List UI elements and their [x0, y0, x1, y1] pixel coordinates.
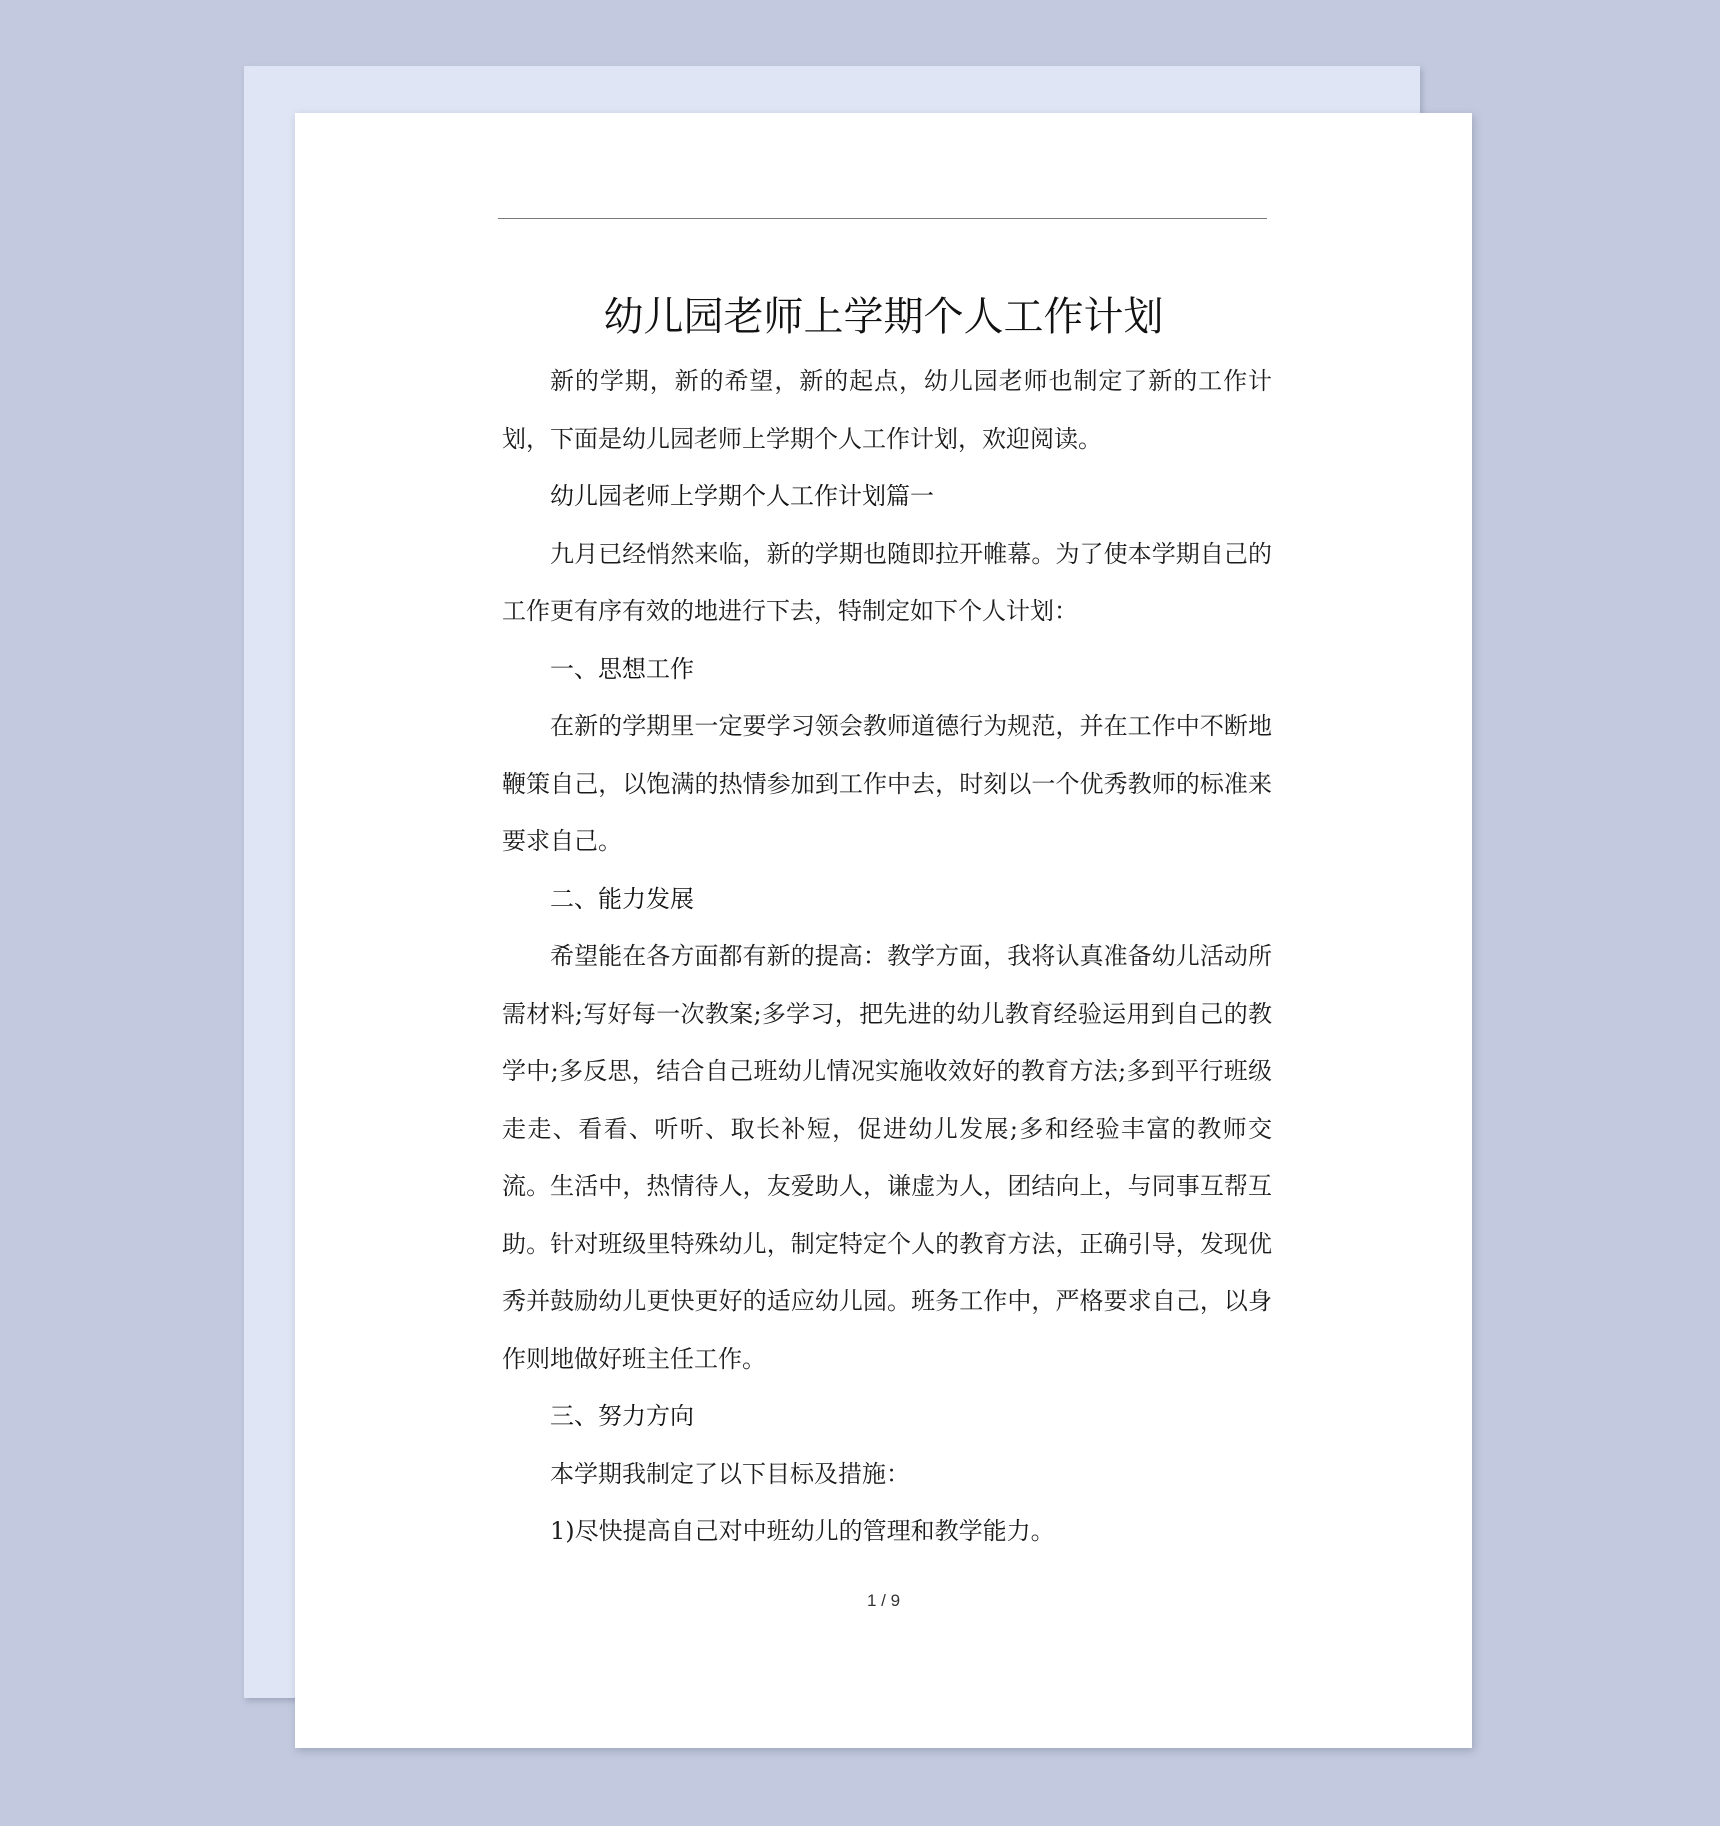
section-heading: 一、思想工作 [550, 654, 694, 683]
body-paragraph: 希望能在各方面都有新的提高：教学方面，我将认真准备幼儿活动所需材料;写好每一次教案;多学习，把先进的幼儿教育经验运用到自己的教学中;多反思，结合自己班幼儿情况实施收效好的教育方法;多到平行班级走走、看看、听听、取长补短，促进幼儿发展;多和经验丰富的教师交流。生活中，热情待人，友爱助人，谦虚为人，团结向上，与同事互帮互助。针对班级里特殊幼儿，制定特定个人的教育方法，正确引导，发现优秀并鼓励幼儿更快更好的适应幼儿园。班务工作中，严格要求自己，以身作则地做好班主任工作。 [502, 942, 1272, 1373]
body-paragraph: 1)尽快提高自己对中班幼儿的管理和教学能力。 [550, 1517, 1055, 1545]
document-page [295, 113, 1472, 1748]
section-heading: 幼儿园老师上学期个人工作计划篇一 [550, 482, 934, 510]
document-body [502, 353, 1272, 1561]
body-paragraph: 九月已经悄然来临，新的学期也随即拉开帷幕。为了使本学期自己的工作更有序有效的地进行下去，特制定如下个人计划： [502, 539, 1272, 625]
header-rule [498, 218, 1267, 219]
section-heading: 二、能力发展 [550, 884, 694, 913]
document-title: 幼儿园老师上学期个人工作计划 [603, 294, 1164, 340]
section-heading: 三、努力方向 [550, 1402, 694, 1430]
intro-paragraph: 新的学期，新的希望，新的起点，幼儿园老师也制定了新的工作计划，下面是幼儿园老师上学期个人工作计划，欢迎阅读。 [502, 367, 1272, 453]
body-paragraph: 本学期我制定了以下目标及措施： [550, 1459, 910, 1488]
body-paragraph: 在新的学期里一定要学习领会教师道德行为规范，并在工作中不断地鞭策自己，以饱满的热情参加到工作中去，时刻以一个优秀教师的标准来要求自己。 [502, 712, 1272, 855]
page-number: 1 / 9 [866, 1591, 901, 1610]
